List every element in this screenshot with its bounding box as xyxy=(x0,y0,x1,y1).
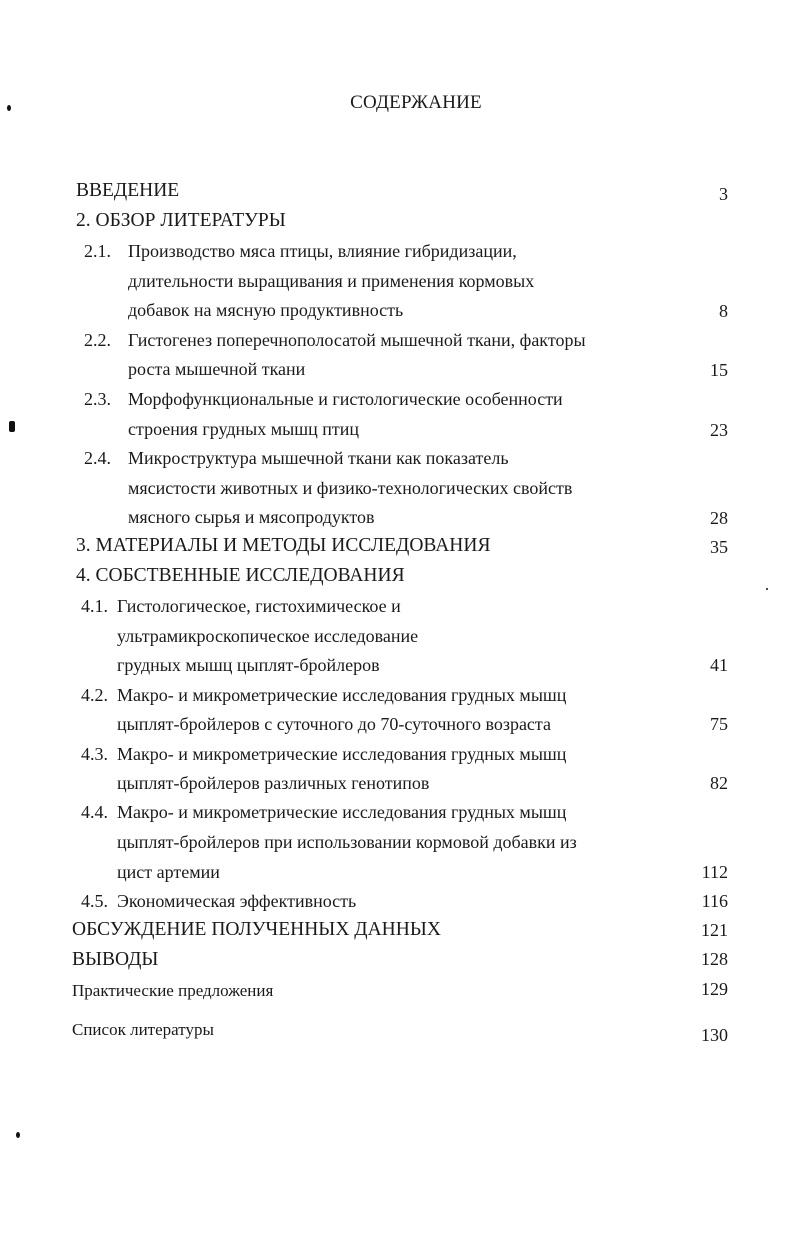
toc-section-3-title: 3. МАТЕРИАЛЫ И МЕТОДЫ ИССЛЕДОВАНИЯ xyxy=(76,535,491,556)
toc-2-3-line: строения грудных мышц птиц xyxy=(128,419,359,439)
toc-references-title: Список литературы xyxy=(72,1020,214,1039)
page-title: СОДЕРЖАНИЕ xyxy=(350,92,482,113)
toc-4-3-page: 82 xyxy=(710,773,728,793)
scan-speck xyxy=(766,588,768,590)
toc-4-3-number: 4.3. xyxy=(81,744,108,764)
toc-4-3-line: Макро- и микрометрические исследования грудных мышц xyxy=(117,744,567,764)
toc-4-1-number: 4.1. xyxy=(81,596,108,616)
toc-section-4-title: 4. СОБСТВЕННЫЕ ИССЛЕДОВАНИЯ xyxy=(76,565,405,586)
toc-4-4-number: 4.4. xyxy=(81,802,108,822)
toc-2-1-line: добавок на мясную продуктивность xyxy=(128,300,404,320)
toc-2-4-page: 28 xyxy=(710,508,728,528)
toc-practical-title: Практические предложения xyxy=(72,981,274,1000)
toc-4-4-page: 112 xyxy=(701,862,728,882)
toc-2-4-line: Микроструктура мышечной ткани как показатель xyxy=(128,448,509,468)
toc-section-3-page: 35 xyxy=(710,537,728,557)
toc-intro-title: ВВЕДЕНИЕ xyxy=(76,180,180,201)
toc-4-5-page: 116 xyxy=(701,891,728,911)
scan-speck xyxy=(7,105,11,111)
toc-4-2-page: 75 xyxy=(710,714,728,734)
toc-2-4-line: мясистости животных и физико-технологических свойств xyxy=(128,478,573,498)
toc-4-2-line: Макро- и микрометрические исследования грудных мышц xyxy=(117,685,567,705)
toc-2-1-line: длительности выращивания и применения кормовых xyxy=(128,271,535,291)
toc-references-page: 130 xyxy=(701,1025,728,1045)
toc-4-1-line: ультрамикроскопическое исследование xyxy=(117,626,419,646)
toc-4-4-line: цыплят-бройлеров при использовании кормовой добавки из xyxy=(117,832,577,852)
toc-4-4-line: цист артемии xyxy=(117,862,220,882)
scan-speck xyxy=(16,1132,20,1138)
toc-4-2-line: цыплят-бройлеров с суточного до 70-суточного возраста xyxy=(117,714,551,734)
toc-conclusions-title: ВЫВОДЫ xyxy=(72,949,159,970)
toc-section-2-title: 2. ОБЗОР ЛИТЕРАТУРЫ xyxy=(76,210,286,231)
toc-2-4-line: мясного сырья и мясопродуктов xyxy=(128,507,375,527)
toc-2-3-line: Морфофункциональные и гистологические особенности xyxy=(128,389,563,409)
toc-conclusions-page: 128 xyxy=(701,949,728,969)
toc-2-2-page: 15 xyxy=(710,360,728,380)
toc-2-4-number: 2.4. xyxy=(84,448,111,468)
toc-discussion-title: ОБСУЖДЕНИЕ ПОЛУЧЕННЫХ ДАННЫХ xyxy=(72,919,441,940)
toc-2-2-number: 2.2. xyxy=(84,330,111,350)
toc-2-2-line: Гистогенез поперечнополосатой мышечной ткани, факторы xyxy=(128,330,586,350)
toc-intro-page: 3 xyxy=(719,184,728,204)
toc-4-5-number: 4.5. xyxy=(81,891,108,911)
toc-4-1-line: грудных мышц цыплят-бройлеров xyxy=(117,655,380,675)
toc-4-4-line: Макро- и микрометрические исследования грудных мышц xyxy=(117,802,567,822)
toc-4-2-number: 4.2. xyxy=(81,685,108,705)
toc-4-3-line: цыплят-бройлеров различных генотипов xyxy=(117,773,430,793)
toc-4-1-line: Гистологическое, гистохимическое и xyxy=(117,596,401,616)
toc-4-1-page: 41 xyxy=(710,655,728,675)
toc-2-1-line: Производство мяса птицы, влияние гибридизации, xyxy=(128,241,517,261)
toc-2-1-number: 2.1. xyxy=(84,241,111,261)
toc-practical-page: 129 xyxy=(701,979,728,999)
toc-4-5-title: Экономическая эффективность xyxy=(117,891,357,911)
scan-speck xyxy=(9,421,15,432)
toc-2-3-page: 23 xyxy=(710,420,728,440)
toc-2-1-page: 8 xyxy=(719,301,728,321)
toc-2-3-number: 2.3. xyxy=(84,389,111,409)
toc-2-2-line: роста мышечной ткани xyxy=(128,359,306,379)
toc-discussion-page: 121 xyxy=(701,920,728,940)
